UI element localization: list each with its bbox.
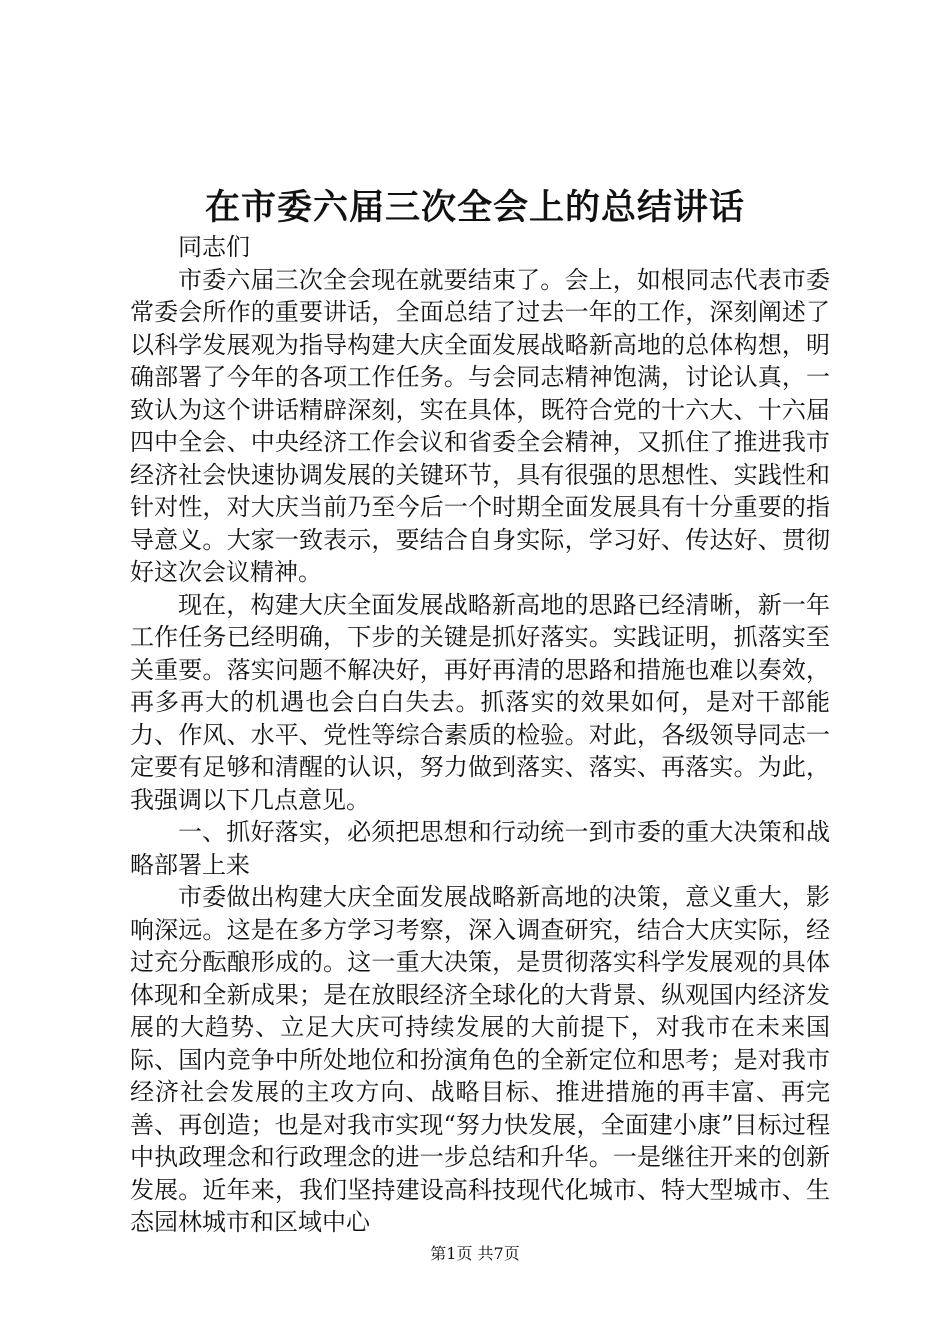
body-paragraph: 市委六届三次全会现在就要结束了。会上，如根同志代表市委常委会所作的重要讲话，全面总结了过去一年的工作，深刻阐述了以科学发展观为指导构建大庆全面发展战略新高地的总体构想，明确部署了今年的各项工作任务。与会同志精神饱满，讨论认真，一致认为这个讲话精辟深刻，实在具体，既符合党的十六大、十六届四中全会、中央经济工作会议和省委全会精神，又抓住了推进我市经济社会快速协调发展的关键环节，具有很强的思想性、实践性和针对性，对大庆当前乃至今后一个时期全面发展具有十分重要的指导意义。大家一致表示，要结合自身实际，学习好、传达好、贯彻好这次会议精神。 <box>130 265 830 586</box>
section-heading: 一、抓好落实，必须把思想和行动统一到市委的重大决策和战略部署上来 <box>130 818 830 879</box>
salutation-paragraph: 同志们 <box>178 233 250 261</box>
body-paragraph: 现在，构建大庆全面发展战略新高地的思路已经清晰，新一年工作任务已经明确，下步的关键是抓好落实。实践证明，抓落实至关重要。落实问题不解决好，再好再清的思路和措施也难以奏效，再多再大的机遇也会白白失去。抓落实的效果如何，是对干部能力、作风、水平、党性等综合素质的检验。对此，各级领导同志一定要有足够和清醒的认识，努力做到落实、落实、再落实。为此，我强调以下几点意见。 <box>130 590 830 814</box>
document-body <box>130 231 830 1239</box>
body-paragraph: 市委做出构建大庆全面发展战略新高地的决策，意义重大，影响深远。这是在多方学习考察，深入调查研究，结合大庆实际，经过充分酝酿形成的。这一重大决策，是贯彻落实科学发展观的具体体现和全新成果；是在放眼经济全球化的大背景、纵观国内经济发展的大趋势、立足大庆可持续发展的大前提下，对我市在未来国际、国内竞争中所处地位和扮演角色的全新定位和思考；是对我市经济社会发展的主攻方向、战略目标、推进措施的再丰富、再完善、再创造；也是对我市实现“努力快发展，全面建小康”目标过程中执政理念和行政理念的进一步总结和升华。一是继往开来的创新发展。近年来，我们坚持建设高科技现代化城市、特大型城市、生态园林城市和区域中心 <box>130 883 830 1236</box>
document-title: 在市委六届三次全会上的总结讲话 <box>204 187 745 228</box>
page-footer: 第1页 共7页 <box>430 1244 520 1263</box>
